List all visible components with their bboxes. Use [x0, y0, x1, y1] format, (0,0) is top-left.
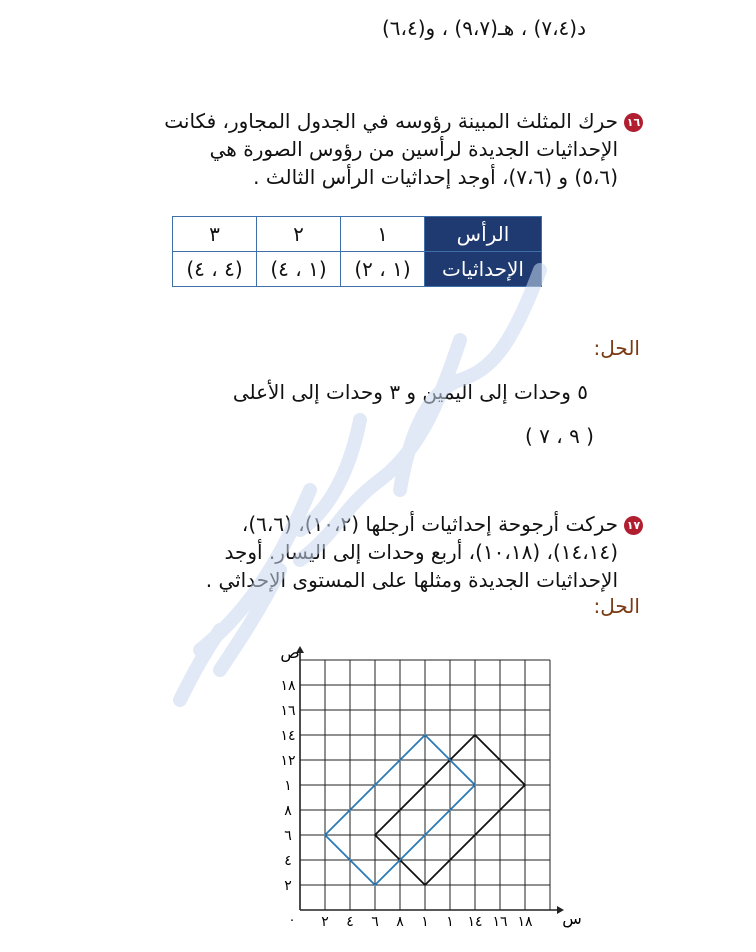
x-tick-label: ٤ — [346, 914, 354, 930]
table-cell: (١ ، ٤) — [257, 252, 341, 287]
solution-label-17: الحل: — [593, 594, 640, 618]
table-cell: ٢ — [257, 217, 341, 252]
y-tick-label: ٨ — [284, 803, 292, 819]
y-tick-label: ١٦ — [280, 703, 296, 719]
x-tick-label: ٦ — [371, 914, 379, 930]
y-axis-label: ص — [280, 643, 300, 662]
y-tick-label: ١٢ — [280, 753, 296, 769]
y-tick-label: ١ — [284, 778, 292, 794]
question-17-line-3: الإحداثيات الجديدة ومثلها على المستوى الإحداثي . — [205, 568, 618, 592]
table-cell: (٤ ، ٤) — [173, 252, 257, 287]
question-16-line-3: (٥،٦) و (٧،٦)، أوجد إحداثيات الرأس الثالث . — [253, 165, 618, 189]
y-tick-label: ٤ — [284, 853, 292, 869]
question-17-line-1: حركت أرجوحة إحداثيات أرجلها (١٠،٢)، (٦،٦)، — [241, 512, 618, 536]
question-17-badge: ١٧ — [624, 516, 643, 535]
x-tick-label: ١ — [446, 914, 454, 930]
question-17-line-2: (١٤،١٤)، (١٠،١٨)، أربع وحدات إلى اليسار. أوجد — [224, 540, 618, 564]
x-tick-label: ١٤ — [467, 914, 483, 930]
origin-label: ٠ — [288, 913, 296, 928]
x-tick-label: ٢ — [321, 914, 329, 930]
y-tick-label: ٦ — [284, 828, 292, 844]
x-tick-label: ٨ — [396, 914, 404, 930]
table-cell: ٣ — [173, 217, 257, 252]
solution-16-answer: ( ٩ ، ٧ ) — [524, 424, 594, 448]
y-tick-label: ١٤ — [280, 728, 296, 744]
x-tick-label: ١٨ — [517, 914, 533, 930]
table-header-coords: الإحداثيات — [425, 252, 542, 287]
y-tick-label: ١٨ — [280, 678, 296, 694]
solution-16-line-1: ٥ وحدات إلى اليمين و ٣ وحدات إلى الأعلى — [232, 380, 588, 404]
question-16-line-2: الإحداثيات الجديدة لرأسين من رؤوس الصورة هي — [209, 137, 618, 161]
x-axis-label: س — [562, 909, 582, 928]
y-tick-label: ٢ — [284, 878, 292, 894]
x-tick-label: ١٦ — [492, 914, 508, 930]
x-tick-label: ١ — [421, 914, 429, 930]
table-cell: ١ — [341, 217, 425, 252]
top-coordinates-line: د(٧،٤) ، هـ(٩،٧) ، و(٦،٤) — [381, 16, 586, 40]
table-cell: (١ ، ٢) — [341, 252, 425, 287]
table-header-vertex: الرأس — [425, 217, 542, 252]
solution-label-16: الحل: — [593, 336, 640, 360]
question-16-badge: ١٦ — [624, 113, 643, 132]
question-16-line-1: حرك المثلث المبينة رؤوسه في الجدول المجاور، فكانت — [164, 109, 618, 133]
